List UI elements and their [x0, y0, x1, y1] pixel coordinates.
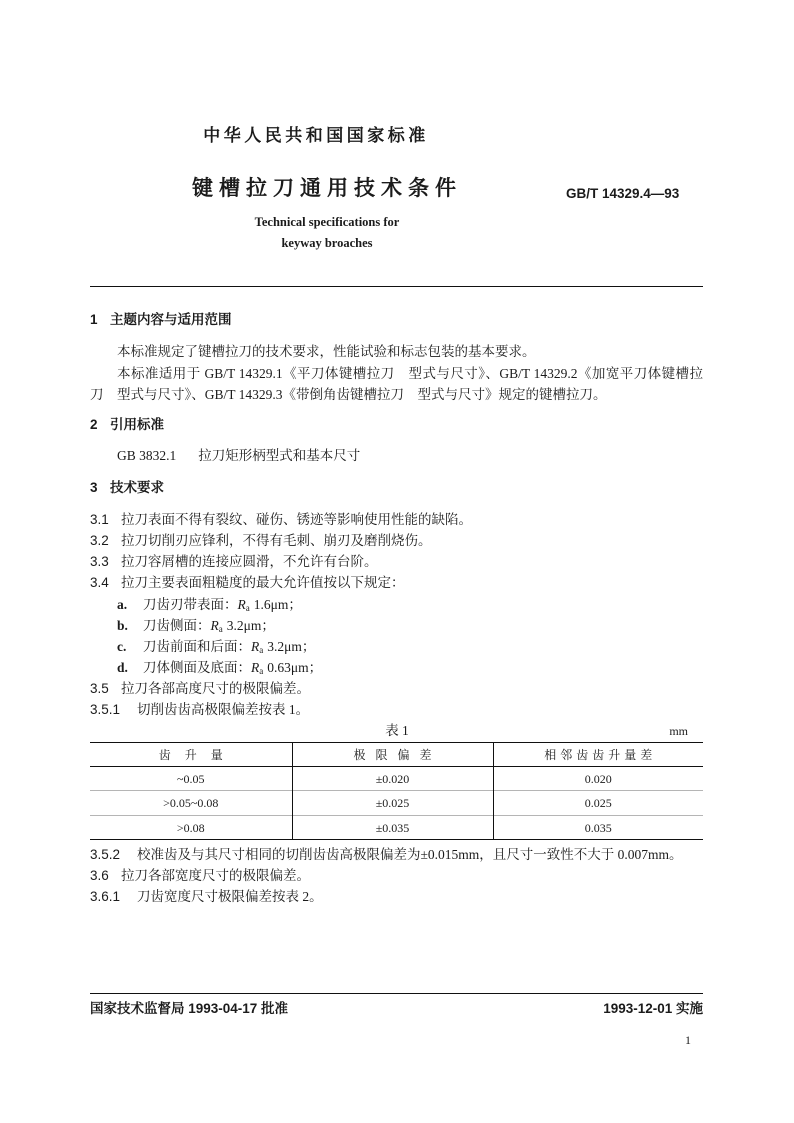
roughness-symbol: R — [251, 660, 260, 675]
clause-text: 拉刀容屑槽的连接应圆滑，不允许有台阶。 — [121, 554, 378, 569]
section-1-heading — [90, 310, 232, 330]
table-cell: 0.020 — [493, 767, 703, 791]
standard-category-title: 中华人民共和国国家标准 — [203, 126, 429, 145]
clause-number: 3.2 — [90, 533, 109, 548]
roughness-value: 0.63μm； — [267, 660, 323, 675]
header-divider — [90, 286, 703, 287]
clause-text: 拉刀表面不得有裂纹、碰伤、锈迹等影响使用性能的缺陷。 — [121, 512, 472, 527]
clause-3-2 — [90, 531, 432, 551]
column-header-tooth-rise — [90, 743, 292, 767]
item-marker: c. — [117, 639, 127, 654]
section-title: 主题内容与适用范围 — [110, 312, 232, 327]
table-cell: ~0.05 — [177, 771, 205, 786]
table-cell: ±0.025 — [292, 791, 493, 816]
roughness-symbol: R — [210, 618, 219, 633]
clause-text: 刀齿宽度尺寸极限偏差按表 2。 — [137, 889, 323, 904]
english-title-line-1: Technical specifications for — [254, 215, 400, 229]
clause-3-6-1 — [90, 887, 323, 907]
effective-date: 1993-12-01 实施 — [603, 1001, 703, 1016]
column-header-limit-deviation — [292, 743, 493, 767]
roughness-value: 3.2μm； — [226, 618, 275, 633]
item-label: 刀齿前面和后面： — [143, 639, 251, 654]
column-header-label: 齿升量 — [158, 747, 237, 762]
table-1 — [90, 742, 703, 840]
clause-3-5 — [90, 679, 310, 699]
roughness-subscript: a — [259, 666, 264, 676]
clause-text: 校准齿及与其尺寸相同的切削齿齿高极限偏差为±0.015mm，且尺寸一致性不大于 0.007mm。 — [137, 847, 683, 862]
item-label: 刀齿侧面： — [143, 618, 211, 633]
table-cell: 0.035 — [493, 816, 703, 840]
item-marker: b. — [117, 618, 128, 633]
table-cell: >0.05~0.08 — [90, 791, 292, 816]
clause-number: 3.6 — [90, 868, 109, 883]
clause-number: 3.5 — [90, 681, 109, 696]
page-number: 1 — [685, 1033, 691, 1047]
table-unit: mm — [669, 724, 688, 738]
clause-number: 3.4 — [90, 575, 109, 590]
roughness-symbol: R — [251, 639, 260, 654]
reference-code: GB 3832.1 — [117, 448, 177, 463]
roughness-subscript: a — [245, 603, 250, 613]
roughness-item-c — [117, 637, 315, 657]
approval-note: 国家技术监督局 1993-04-17 批准 — [90, 1001, 289, 1016]
clause-text: 拉刀各部宽度尺寸的极限偏差。 — [121, 868, 310, 883]
section-title: 技术要求 — [110, 480, 164, 495]
roughness-subscript: a — [259, 645, 264, 655]
roughness-item-a — [117, 595, 302, 615]
clause-text: 拉刀切削刃应锋利，不得有毛刺、崩刃及磨削烧伤。 — [121, 533, 432, 548]
clause-text: 切削齿齿高极限偏差按表 1。 — [137, 702, 310, 717]
table-cell: >0.08 — [90, 816, 292, 840]
scope-paragraph-2-line-2: 刀 型式与尺寸》、GB/T 14329.3《带倒角齿键槽拉刀 型式与尺寸》规定的键槽拉刀。 — [90, 387, 607, 402]
section-title: 引用标准 — [110, 417, 164, 432]
roughness-subscript: a — [218, 624, 223, 634]
section-2-heading — [90, 415, 164, 435]
item-marker: a. — [117, 597, 128, 612]
table-row — [90, 767, 703, 791]
reference-item — [117, 446, 360, 466]
clause-3-6 — [90, 866, 310, 886]
scope-paragraph-2-line-1: 本标准适用于 GB/T 14329.1《平刀体键槽拉刀 型式与尺寸》、GB/T 14329.2《加宽平刀体键槽拉 — [117, 366, 703, 381]
clause-number: 3.1 — [90, 512, 109, 527]
item-label: 刀体侧面及底面： — [143, 660, 251, 675]
table-row — [90, 791, 703, 816]
roughness-item-b — [117, 616, 275, 636]
table-cell: 0.025 — [493, 791, 703, 816]
document-title: 键槽拉刀通用技术条件 — [192, 177, 462, 200]
section-number: 2 — [90, 417, 98, 432]
item-marker: d. — [117, 660, 128, 675]
table-cell: ±0.020 — [292, 767, 493, 791]
column-header-label: 相邻齿齿升量差 — [544, 747, 657, 762]
roughness-value: 1.6μm； — [253, 597, 302, 612]
clause-3-1 — [90, 510, 472, 530]
section-number: 1 — [90, 312, 98, 327]
clause-3-3 — [90, 552, 378, 572]
clause-number: 3.6.1 — [90, 889, 121, 904]
reference-title: 拉刀矩形柄型式和基本尺寸 — [198, 448, 361, 463]
clause-3-4 — [90, 573, 405, 593]
table-row — [90, 816, 703, 840]
item-label: 刀齿刃带表面： — [143, 597, 238, 612]
clause-text: 拉刀主要表面粗糙度的最大允许值按以下规定： — [121, 575, 405, 590]
scope-paragraph-1: 本标准规定了键槽拉刀的技术要求，性能试验和标志包装的基本要求。 — [117, 344, 536, 359]
standard-code: GB/T 14329.4—93 — [566, 186, 680, 201]
clause-3-5-2 — [90, 845, 683, 865]
table-header-row — [90, 743, 703, 767]
roughness-item-d — [117, 658, 322, 678]
clause-text: 拉刀各部高度尺寸的极限偏差。 — [121, 681, 310, 696]
clause-3-5-1 — [90, 700, 309, 720]
english-title-line-2: keyway broaches — [281, 236, 373, 250]
section-3-heading — [90, 478, 164, 498]
clause-number: 3.5.1 — [90, 702, 121, 717]
roughness-symbol: R — [237, 597, 246, 612]
column-header-adjacent-rise-difference — [493, 743, 703, 767]
clause-number: 3.5.2 — [90, 847, 121, 862]
table-cell: ±0.035 — [292, 816, 493, 840]
column-header-label: 极限偏差 — [353, 747, 442, 762]
clause-number: 3.3 — [90, 554, 109, 569]
table-caption: 表 1 — [385, 723, 409, 738]
section-number: 3 — [90, 480, 98, 495]
roughness-value: 3.2μm； — [267, 639, 316, 654]
footer-divider — [90, 993, 703, 994]
